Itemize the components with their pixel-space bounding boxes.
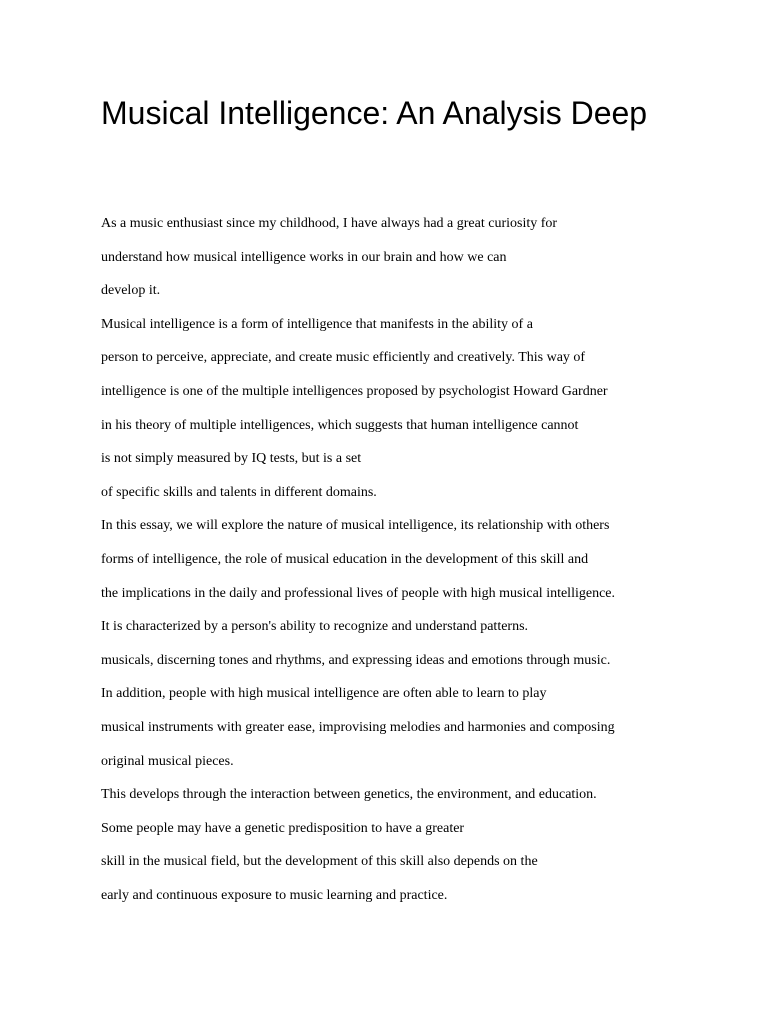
text-line: Some people may have a genetic predisposition to have a greater [101,820,465,836]
text-line: musical instruments with greater ease, improvising melodies and harmonies and composing [101,719,615,735]
document-body [101,207,741,912]
text-line: early and continuous exposure to music learning and practice. [101,887,448,903]
text-line: forms of intelligence, the role of musical education in the development of this skill and [101,551,589,567]
text-line: understand how musical intelligence works in our brain and how we can [101,249,507,265]
text-line: is not simply measured by IQ tests, but is a set [101,451,362,467]
text-line: musicals, discerning tones and rhythms, and expressing ideas and emotions through music. [101,652,611,668]
text-line: It is characterized by a person's ability to recognize and understand patterns. [101,619,529,635]
text-line: in his theory of multiple intelligences, which suggests that human intelligence cannot [101,417,579,433]
text-line: As a music enthusiast since my childhood, I have always had a great curiosity for [101,216,558,231]
text-line: intelligence is one of the multiple intelligences proposed by psychologist Howard Gardner [101,383,608,399]
document-title: Musical Intelligence: An Analysis Deep [101,95,648,131]
text-line: Musical intelligence is a form of intelligence that manifests in the ability of a [101,316,533,332]
text-line: person to perceive, appreciate, and create music efficiently and creatively. This way of [101,350,586,366]
text-line: In this essay, we will explore the nature of musical intelligence, its relationship with others [101,518,610,534]
text-line: In addition, people with high musical intelligence are often able to learn to play [101,686,547,702]
text-line: skill in the musical field, but the development of this skill also depends on the [101,854,538,870]
text-line: of specific skills and talents in different domains. [101,484,377,500]
text-line: the implications in the daily and professional lives of people with high musical intelligence. [101,585,615,601]
text-line: original musical pieces. [101,753,234,769]
text-line: develop it. [101,283,161,299]
text-line: This develops through the interaction between genetics, the environment, and education. [101,787,597,803]
